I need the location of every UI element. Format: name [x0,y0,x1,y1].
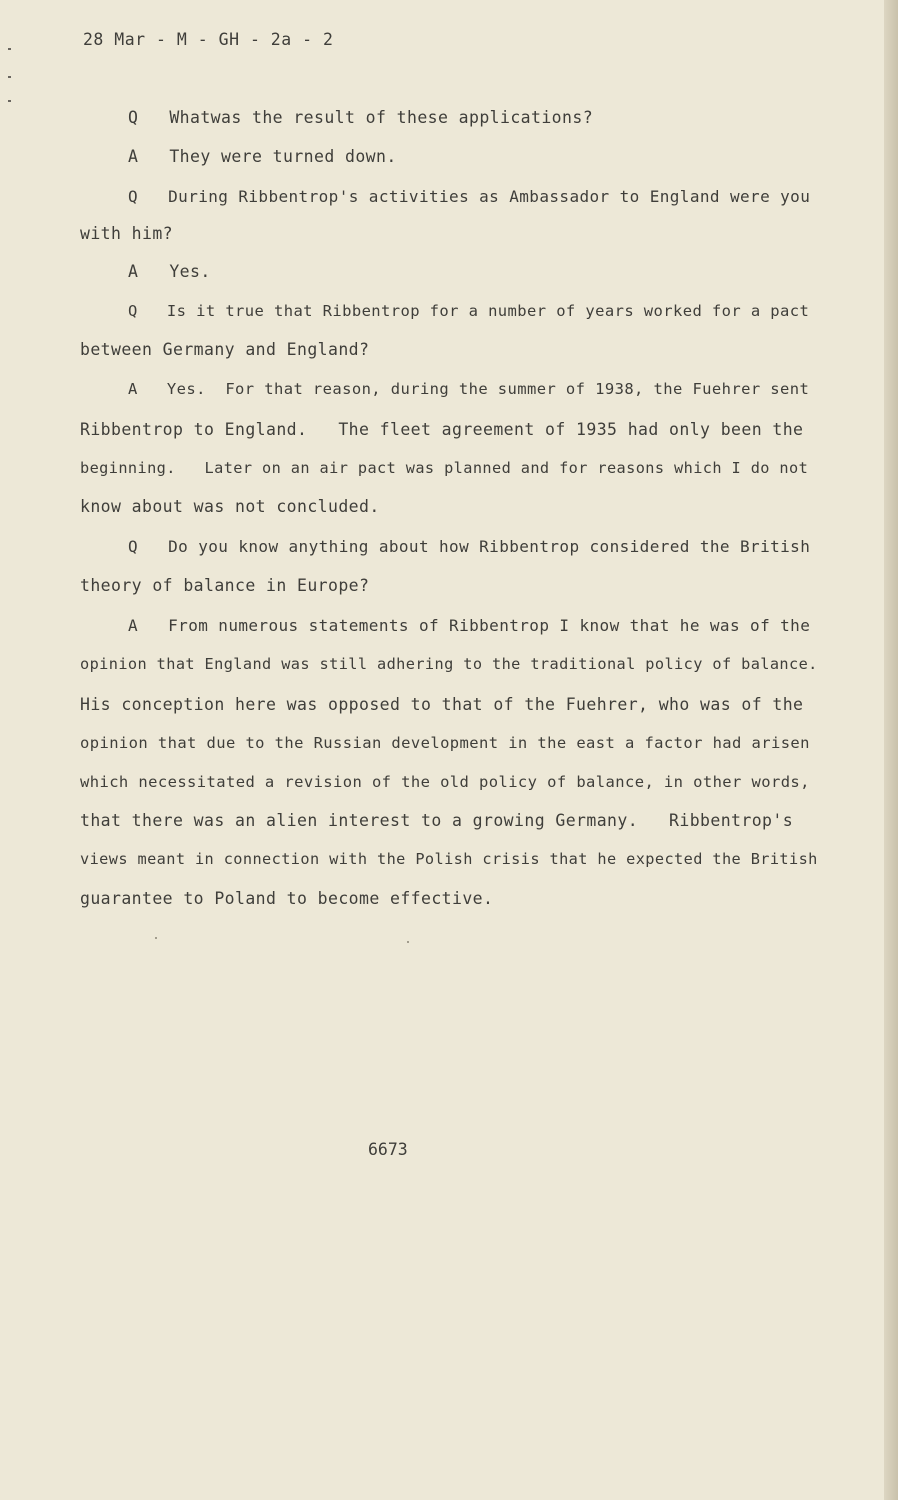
text-line: between Germany and England? [80,340,370,359]
text-line: guarantee to Poland to become effective. [80,889,494,908]
text-line: views meant in connection with the Polish crisis that he expected the British [80,850,818,868]
text-line: Ribbentrop to England. The fleet agreement of 1935 had only been the [80,420,804,439]
text-line: theory of balance in Europe? [80,576,370,595]
text-line: Q Do you know anything about how Ribbentrop considered the British [128,537,811,556]
text-line: opinion that due to the Russian development in the east a factor had arisen [80,734,810,752]
text-line: that there was an alien interest to a growing Germany. Ribbentrop's [80,811,794,830]
page-edge [884,0,898,1500]
text-line: Q During Ribbentrop's activities as Ambassador to England were you [128,187,811,206]
paper-speck [155,937,157,939]
paper-speck [407,941,409,943]
page-number: 6673 [368,1140,408,1159]
text-line: beginning. Later on an air pact was planned and for reasons which I do not [80,459,809,477]
text-line: which necessitated a revision of the old policy of balance, in other words, [80,773,810,791]
text-line: with him? [80,224,174,243]
text-line: A They were turned down. [128,147,397,166]
margin-mark [8,100,11,102]
margin-mark [8,48,11,50]
text-line: know about was not concluded. [80,497,380,516]
text-line: Q Whatwas the result of these applications? [128,108,594,127]
text-line: A Yes. [128,262,211,281]
text-line: A From numerous statements of Ribbentrop I know that he was of the [128,616,811,635]
page-header: 28 Mar - M - GH - 2a - 2 [83,30,334,49]
text-line: His conception here was opposed to that of the Fuehrer, who was of the [80,695,804,714]
margin-mark [8,76,11,78]
text-line: A Yes. For that reason, during the summer of 1938, the Fuehrer sent [128,380,810,398]
text-line: Q Is it true that Ribbentrop for a number of years worked for a pact [128,302,810,320]
text-line: opinion that England was still adhering to the traditional policy of balance. [80,655,818,673]
